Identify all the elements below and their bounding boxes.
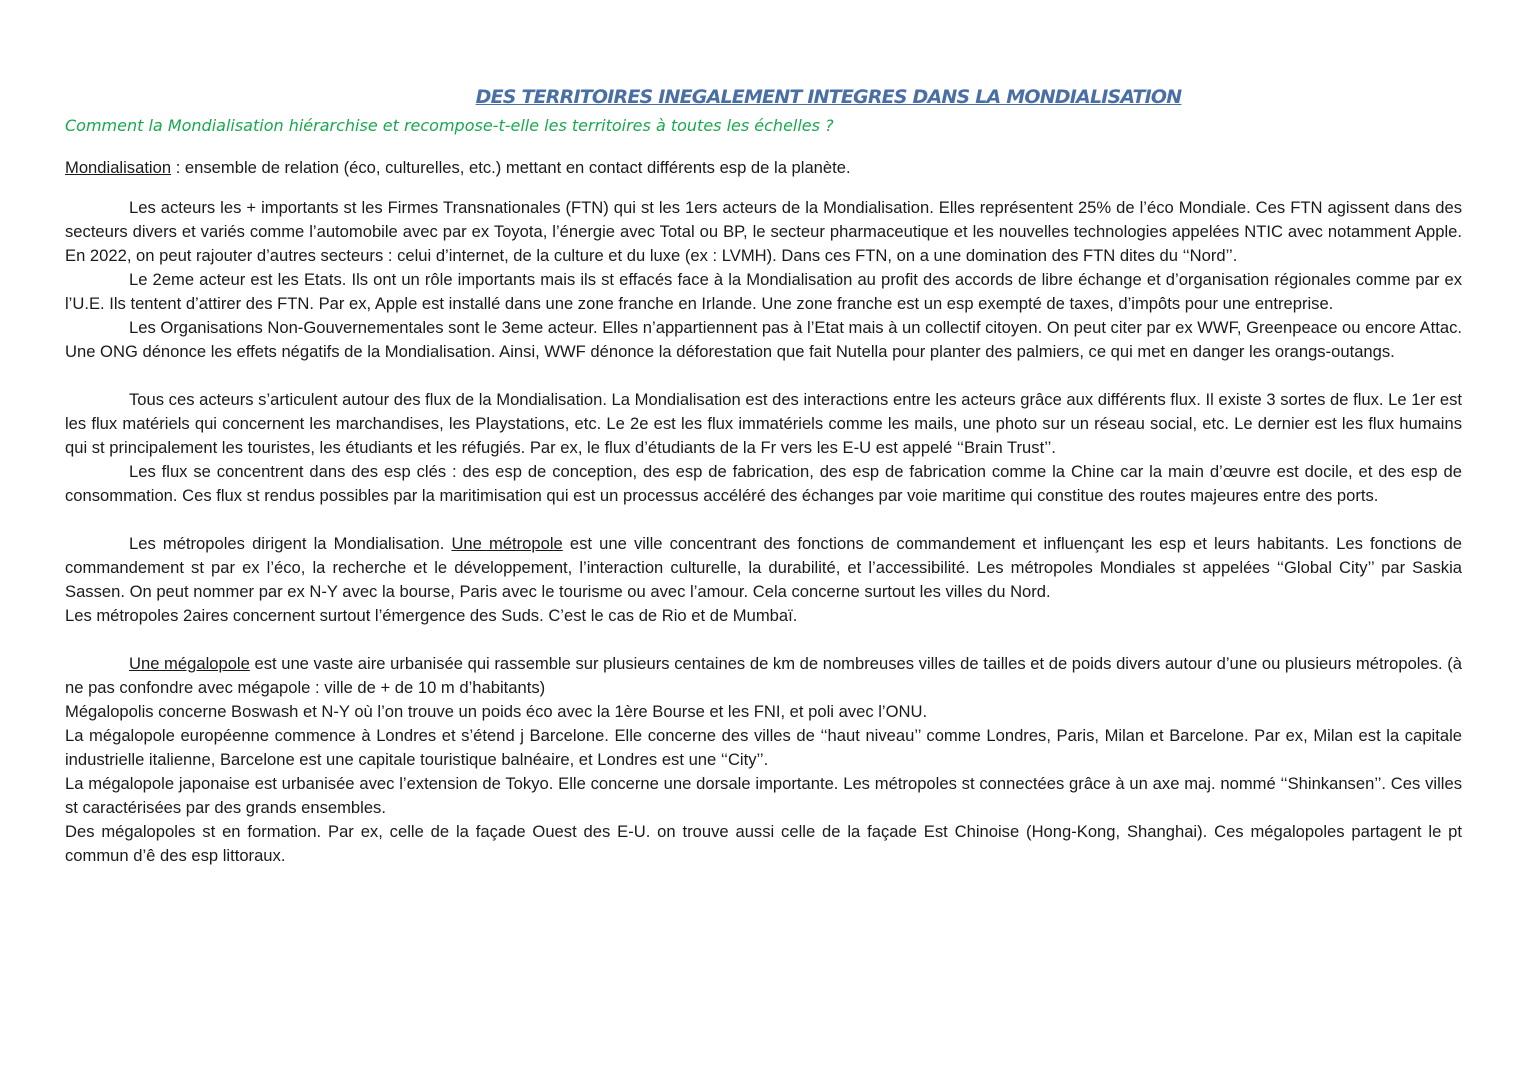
forming-megalopoles-paragraph: Des mégalopoles st en formation. Par ex, celle de la façade Ouest des E-U. on trouve aussi celle de la façade Est Chinoise (Hong-Kong, Shanghai). Ces mégalopoles partagent le pt commun d’ê des esp littoraux. — [65, 822, 1462, 865]
european-megalopole-paragraph: La mégalopole européenne commence à Londres et s’étend j Barcelone. Elle concerne des villes de ‘‘haut niveau’’ comme Londres, Paris, Milan et Barcelone. Par ex, Milan est la capitale industrielle italienne, Barcelone est une capitale touristique balnéaire, et Londres est une ‘‘City’’. — [65, 726, 1462, 769]
metropoles-intro: Les métropoles dirigent la Mondialisation. — [129, 534, 452, 553]
definition-paragraph — [65, 156, 1462, 180]
actors-paragraph-ftn: Les acteurs les + importants st les Firmes Transnationales (FTN) qui st les 1ers acteurs de la Mondialisation. Elles représentent 25% de l’éco Mondiale. Ces FTN agissent dans des secteurs divers et variés comme l’automobile avec par ex Toyota, l’énergie avec Total ou BP, le secteur pharmaceutique et les nouvelles technologies appelées NTIC avec notamment Apple. En 2022, on peut rajouter d’autres secteurs : celui d’internet, de la culture et du luxe (ex : LVMH). Dans ces FTN, on a une domination des FTN dites du ‘‘Nord’’. — [65, 198, 1462, 265]
megalopolis-paragraph: Mégalopolis concerne Boswash et N-Y où l’on trouve un poids éco avec la 1ère Bourse et les FNI, et poli avec l’ONU. — [65, 702, 928, 721]
japanese-megalopole-paragraph: La mégalopole japonaise est urbanisée avec l’extension de Tokyo. Elle concerne une dorsale importante. Les métropoles st connectées grâce à un axe maj. nommé ‘‘Shinkansen’’. Ces villes st caractérisées par des grands ensembles. — [65, 774, 1462, 817]
definition-text: : ensemble de relation (éco, culturelles, etc.) mettant en contact différents esp de la planète. — [171, 158, 851, 177]
megalopole-definition-paragraph — [65, 652, 1462, 700]
problematic-question: Comment la Mondialisation hiérarchise et recompose-t-elle les territoires à toutes les échelles ? — [65, 116, 834, 135]
definition-term: Mondialisation — [65, 158, 172, 177]
megalopole-term: Une mégalopole — [129, 654, 250, 673]
metropole-term: Une métropole — [451, 534, 563, 553]
metropoles-paragraph — [65, 532, 1462, 604]
section-actors — [65, 196, 1462, 364]
flows-paragraph-spaces: Les flux se concentrent dans des esp clés : des esp de conception, des esp de fabrication, des esp de fabrication comme la Chine car la main d’œuvre est docile, et des esp de consommation. Ces flux st rendus possibles par la maritimisation qui est un processus accéléré des échanges par voie maritime qui constitue des routes majeures entre des ports. — [65, 462, 1462, 505]
section-megalopoles — [65, 652, 1462, 868]
section-flows — [65, 388, 1462, 508]
section-metropoles — [65, 532, 1462, 628]
document-title: DES TERRITOIRES INEGALEMENT INTEGRES DANS LA MONDIALISATION — [475, 86, 1182, 108]
document-page — [65, 82, 1462, 868]
actors-paragraph-ngo: Les Organisations Non-Gouvernementales sont le 3eme acteur. Elles n’appartiennent pas à l’Etat mais à un collectif citoyen. On peut citer par ex WWF, Greenpeace ou encore Attac. Une ONG dénonce les effets négatifs de la Mondialisation. Ainsi, WWF dénonce la déforestation que fait Nutella pour planter des palmiers, ce qui met en danger les orangs-outangs. — [65, 318, 1462, 361]
actors-paragraph-states: Le 2eme acteur est les Etats. Ils ont un rôle importants mais ils st effacés face à la Mondialisation au profit des accords de libre échange et d’organisation régionales comme par ex l’U.E. Ils tentent d’attirer des FTN. Par ex, Apple est installé dans une zone franche en Irlande. Une zone franche est un esp exempté de taxes, d’impôts pour une entreprise. — [65, 270, 1462, 313]
metropoles-definition: est une ville concentrant des fonctions de commandement et influençant les esp et leurs habitants. Les fonctions de commandement st par ex l’éco, la recherche et le développement, l’interaction culturelle, la durabilité, et l’accessibilité. Les métropoles Mondiales st appelées ‘‘Global City’’ par Saskia Sassen. On peut nommer par ex N-Y avec la bourse, Paris avec le tourisme ou avec l’amour. Cela concerne surtout les villes du Nord. — [65, 534, 1462, 601]
megalopole-definition: est une vaste aire urbanisée qui rassemble sur plusieurs centaines de km de nombreuses villes de tailles et de poids divers autour d’une ou plusieurs métropoles. (à ne pas confondre avec mégapole : ville de + de 10 m d’habitants) — [65, 654, 1462, 697]
flows-paragraph-types: Tous ces acteurs s’articulent autour des flux de la Mondialisation. La Mondialisation est des interactions entre les acteurs grâce aux différents flux. Il existe 3 sortes de flux. Le 1er est les flux matériels qui concernent les marchandises, les Playstations, etc. Le 2e est les flux immatériels comme les mails, une photo sur un réseau social, etc. Le dernier est les flux humains qui st principalement les touristes, les étudiants et les réfugiés. Par ex, le flux d’étudiants de la Fr vers les E-U est appelé ‘‘Brain Trust’’. — [65, 390, 1462, 457]
metropoles-secondary-paragraph: Les métropoles 2aires concernent surtout l’émergence des Suds. C’est le cas de Rio et de Mumbaï. — [65, 606, 798, 625]
